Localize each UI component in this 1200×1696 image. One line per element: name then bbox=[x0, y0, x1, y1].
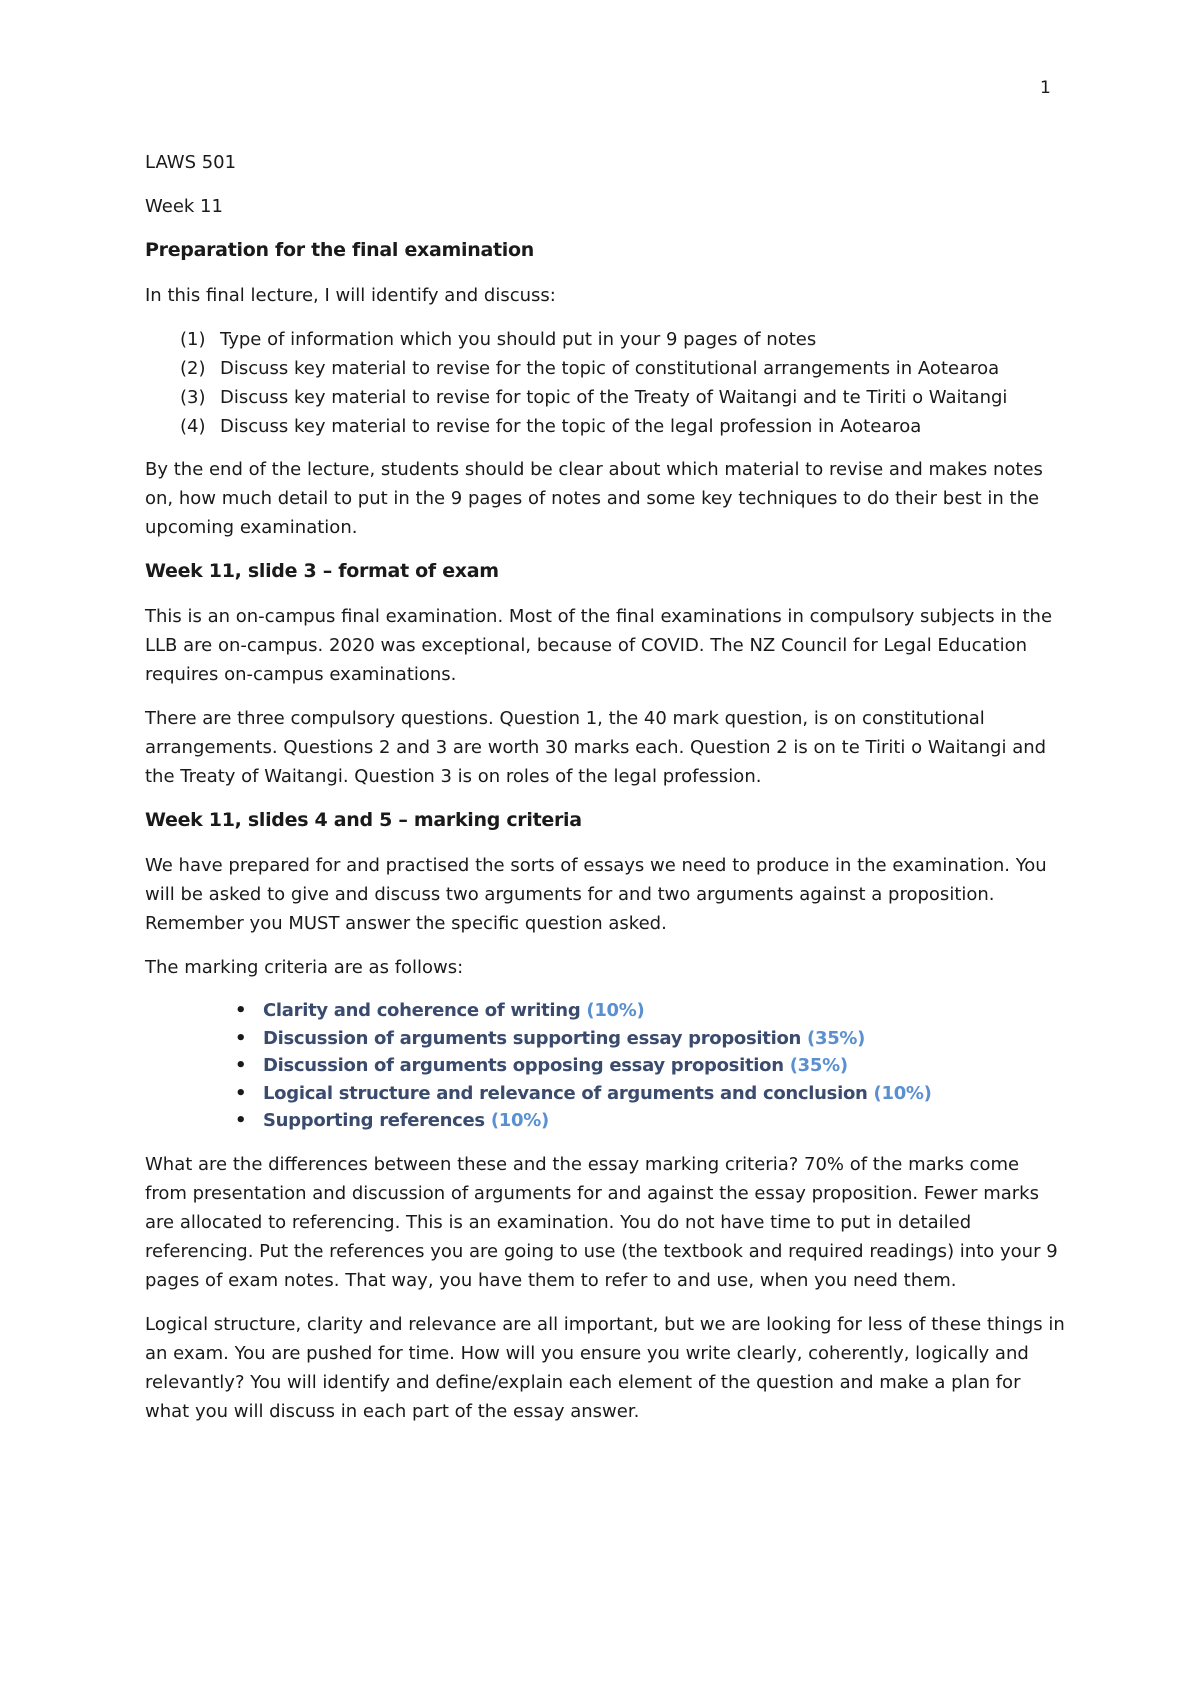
criteria-label: Discussion of arguments supporting essay proposition bbox=[263, 1027, 802, 1049]
page-number: 1 bbox=[1040, 78, 1051, 98]
list-item-text: Type of information which you should put in your 9 pages of notes bbox=[220, 329, 817, 350]
paragraph-questions: There are three compulsory questions. Question 1, the 40 mark question, is on constitutional arrangements. Questions 2 and 3 are worth 30 marks each. Question 2 is on te Tiriti o Waitangi and the Treaty of Waitangi. Question 3 is on roles of the legal profession. bbox=[145, 708, 1047, 787]
criteria-item bbox=[235, 1025, 1065, 1053]
paragraph-end-of-lecture: By the end of the lecture, students should be clear about which material to revise and makes notes on, how much detail to put in the 9 pages of notes and some key techniques to do their best in the upcoming examination. bbox=[145, 459, 1043, 538]
bullet-icon: • bbox=[235, 1082, 247, 1104]
paragraph-logical-structure: Logical structure, clarity and relevance are all important, but we are looking for less of these things in an exam. You are pushed for time. How will you ensure you write clearly, coherently, logically and relevantly? You will identify and define/explain each element of the question and make a plan for what you will discuss in each part of the essay answer. bbox=[145, 1313, 1065, 1422]
criteria-percentage: (10%) bbox=[586, 1000, 645, 1021]
paragraph-differences: What are the differences between these and the essay marking criteria? 70% of the marks come from presentation and discussion of arguments for and against the essay proposition. Fewer marks are allocated to referencing. This is an examination. You do not have time to put in detailed referencing. Put the references you are going to use (the textbook and required readings) into your 9 pages of exam notes. That way, you have them to refer to and use, when you need them. bbox=[145, 1153, 1058, 1291]
criteria-percentage: (10%) bbox=[873, 1082, 932, 1104]
document-body bbox=[145, 148, 1065, 1441]
list-item-text: Discuss key material to revise for topic of the Treaty of Waitangi and te Tiriti o Waitangi bbox=[220, 387, 1008, 408]
list-item-text: Discuss key material to revise for the topic of constitutional arrangements in Aotearoa bbox=[220, 358, 1000, 379]
list-item bbox=[180, 412, 1065, 441]
paragraph-on-campus: This is an on-campus final examination. Most of the final examinations in compulsory subjects in the LLB are on-campus. 2020 was exceptional, because of COVID. The NZ Council for Legal Education requires on-campus examinations. bbox=[145, 606, 1053, 685]
week-label: Week 11 bbox=[145, 196, 223, 217]
criteria-percentage: (35%) bbox=[807, 1027, 866, 1049]
heading-preparation: Preparation for the final examination bbox=[145, 239, 534, 261]
paragraph-criteria-intro: The marking criteria are as follows: bbox=[145, 957, 464, 978]
list-item bbox=[180, 354, 1065, 383]
criteria-label: Supporting references bbox=[263, 1110, 485, 1131]
list-item bbox=[180, 325, 1065, 354]
list-item-number: (1) bbox=[180, 329, 206, 350]
bullet-icon: • bbox=[235, 1055, 247, 1076]
bullet-icon: • bbox=[235, 1000, 247, 1021]
criteria-item bbox=[235, 1080, 1065, 1108]
criteria-item bbox=[235, 1052, 1065, 1080]
criteria-item bbox=[235, 997, 1065, 1025]
criteria-percentage: (35%) bbox=[789, 1055, 848, 1076]
list-item-number: (3) bbox=[180, 387, 206, 408]
paragraph-prepared: We have prepared for and practised the sorts of essays we need to produce in the examination. You will be asked to give and discuss two arguments for and two arguments against a proposition. Remember you MUST answer the specific question asked. bbox=[145, 855, 1047, 934]
criteria-label: Logical structure and relevance of arguments and conclusion bbox=[263, 1082, 868, 1104]
bullet-icon: • bbox=[235, 1110, 247, 1131]
heading-marking-criteria: Week 11, slides 4 and 5 – marking criteria bbox=[145, 809, 582, 831]
lecture-topics-list bbox=[145, 325, 1065, 441]
list-item bbox=[180, 383, 1065, 412]
list-item-text: Discuss key material to revise for the topic of the legal profession in Aotearoa bbox=[220, 416, 922, 437]
intro-paragraph: In this final lecture, I will identify and discuss: bbox=[145, 285, 556, 306]
bullet-icon: • bbox=[235, 1027, 247, 1049]
criteria-label: Clarity and coherence of writing bbox=[263, 1000, 581, 1021]
heading-format-of-exam: Week 11, slide 3 – format of exam bbox=[145, 560, 499, 582]
criteria-percentage: (10%) bbox=[490, 1110, 549, 1131]
list-item-number: (4) bbox=[180, 416, 206, 437]
marking-criteria-list bbox=[145, 997, 1065, 1135]
criteria-label: Discussion of arguments opposing essay proposition bbox=[263, 1055, 784, 1076]
criteria-item bbox=[235, 1107, 1065, 1135]
list-item-number: (2) bbox=[180, 358, 206, 379]
course-code: LAWS 501 bbox=[145, 152, 237, 173]
